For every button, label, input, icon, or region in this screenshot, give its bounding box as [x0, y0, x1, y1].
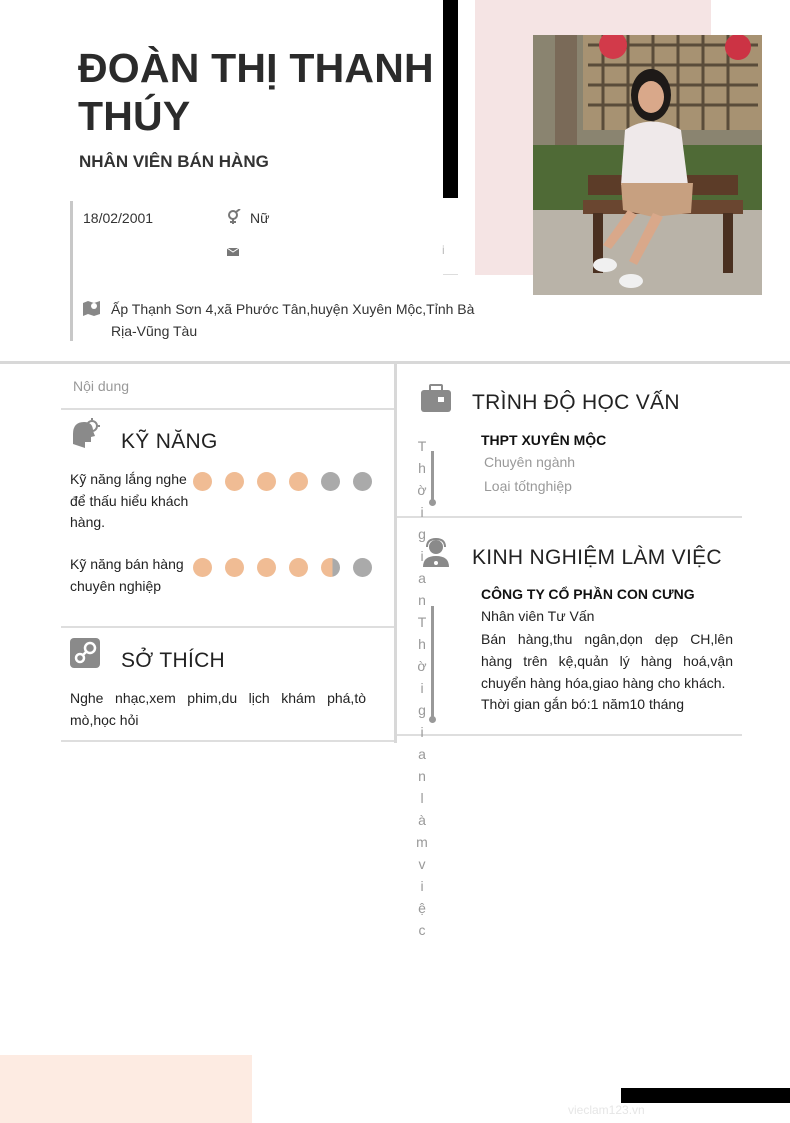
- candidate-name: ĐOÀN THỊ THANH THÚY: [78, 45, 434, 139]
- game-icon: [69, 637, 101, 669]
- timeline-dot: [429, 499, 436, 506]
- rating-dot: [321, 558, 340, 577]
- rating-dot: [225, 558, 244, 577]
- timeline-line: [431, 606, 434, 718]
- briefcase-icon: [420, 383, 452, 415]
- position: Nhân viên Tư Vấn: [481, 608, 595, 624]
- degree-grade: Loại tốtnghiệp: [484, 478, 572, 494]
- hobbies-title: SỞ THÍCH: [121, 649, 226, 672]
- decorative-black-bar: [621, 1088, 790, 1103]
- section-divider: [61, 408, 394, 410]
- small-separator: [443, 258, 458, 275]
- skill-rating: [193, 558, 372, 577]
- timeline-line: [431, 451, 434, 501]
- address: Ấp Thạnh Sơn 4,xã Phước Tân,huyện Xuyên Mộc,Tỉnh Bà Rịa-Vũng Tàu: [111, 301, 475, 339]
- gender: Nữ: [250, 210, 270, 226]
- timeline-vertical-label: T h ờ i g i a n T h ờ i g i a n l à m v i ệ c: [416, 438, 428, 938]
- skill-name: Kỹ năng bán hàng chuyên nghiệp: [70, 556, 184, 594]
- rating-dot: [257, 472, 276, 491]
- rating-dot: [289, 558, 308, 577]
- brain-head-icon: [69, 418, 101, 450]
- section-divider: [61, 626, 394, 628]
- rating-dot: [353, 472, 372, 491]
- decorative-peach-block: [0, 1055, 252, 1123]
- section-divider: [397, 734, 742, 736]
- contact-divider: [70, 201, 73, 341]
- rating-dot: [353, 558, 372, 577]
- skills-title: KỸ NĂNG: [121, 430, 218, 453]
- rating-dot: [193, 472, 212, 491]
- section-divider: [397, 516, 742, 518]
- rating-dot: [257, 558, 276, 577]
- watermark: vieclam123.vn: [568, 1103, 645, 1117]
- education-title: TRÌNH ĐỘ HỌC VẤN: [472, 391, 680, 414]
- major: Chuyên ngành: [484, 454, 576, 470]
- company-name: CÔNG TY CỔ PHẦN CON CƯNG: [481, 586, 695, 602]
- separator-char: i: [442, 243, 445, 257]
- skill-name: Kỹ năng lắng nghe để thấu hiểu khách hàng.: [70, 471, 189, 530]
- content-label: Nội dung: [73, 378, 130, 394]
- date-of-birth: 18/02/2001: [83, 210, 154, 226]
- rating-dot: [193, 558, 212, 577]
- rating-dot: [225, 472, 244, 491]
- map-icon: [83, 300, 101, 321]
- hobbies-text: Nghe nhạc,xem phim,du lịch khám phá,tò mò,học hỏi: [70, 690, 366, 728]
- job-title: NHÂN VIÊN BÁN HÀNG: [79, 152, 269, 171]
- work-duration: Thời gian gắn bó:1 năm10 tháng: [481, 696, 684, 712]
- email-icon: [227, 244, 239, 262]
- rating-dot: [289, 472, 308, 491]
- decorative-black-bar: [443, 0, 458, 198]
- profile-photo: [533, 35, 762, 295]
- experience-title: KINH NGHIỆM LÀM VIỆC: [472, 546, 722, 569]
- gender-icon: [227, 209, 241, 230]
- rating-dot: [321, 472, 340, 491]
- section-divider: [61, 740, 394, 742]
- skill-rating: [193, 472, 372, 491]
- column-divider: [394, 363, 397, 743]
- school-name: THPT XUYÊN MỘC: [481, 432, 607, 448]
- timeline-dot: [429, 716, 436, 723]
- job-description: Bán hàng,thu ngân,dọn dẹp CH,lên hàng trên kệ,quản lý hàng hoá,vận chuyển hàng hóa,giao hàng cho khách.: [481, 631, 733, 691]
